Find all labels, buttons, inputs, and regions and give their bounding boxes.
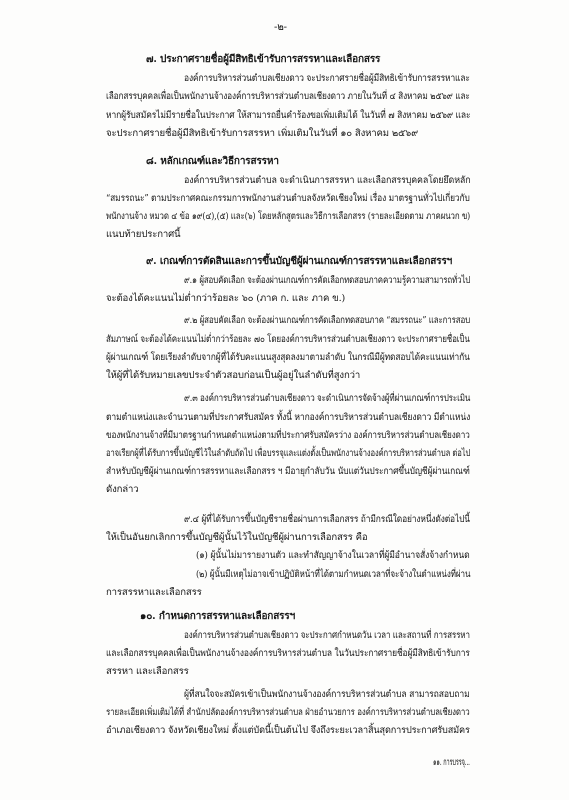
section-9-line-1: ๙.๑ ผู้สอบคัดเลือก จะต้องผ่านเกณฑ์การคัดเลือกทดสอบภาคความรู้ความสามารถทั่วไป [184,275,471,286]
section-9-line-12: ดังกล่าว [106,484,139,495]
section-9-line-3: ๙.๒ ผู้สอบคัดเลือก จะต้องผ่านเกณฑ์การคัดเลือกทดสอบภาค “สมรรถนะ” และการสอบ [184,315,471,326]
section-10-line-4: ผู้ที่สนใจจะสมัครเข้าเป็นพนักงานจ้างองค์การบริหารส่วนตำบล สามารถสอบถาม [184,689,470,700]
section-7-heading: ๗. ประกาศรายชื่อผู้มีสิทธิเข้ารับการสรรหาและเลือกสรร [146,54,381,65]
section-10-line-2: และเลือกสรรบุคคลเพื่อเป็นพนักงานจ้างองค์การบริหารส่วนตำบล ในวันประกาศรายชื่อผู้มีสิทธิเข้ารับการ [106,648,470,659]
section-9-line-9: ของพนักงานจ้างที่มีมาตรฐานกำหนดตำแหน่งตามที่ประกาศรับสมัครว่าง องค์การบริหารส่วนตำบลเชียงดาว [106,430,470,441]
section-10-line-1: องค์การบริหารส่วนตำบลเชียงดาว จะประกาศกำหนดวัน เวลา และสถานที่ การสรรหา [184,630,470,641]
section-7-line-4: จะประกาศรายชื่อผู้มีสิทธิเข้ารับการสรรหา เพิ่มเติมในวันที่ ๑๐ สิงหาคม ๒๕๖๙ [106,128,418,139]
section-9-line-7: ๙.๓ องค์การบริหารส่วนตำบลเชียงดาว จะดำเนินการจัดจ้างผู้ที่ผ่านเกณฑ์การประเมิน [184,393,471,404]
section-8-line-4: แนบท้ายประกาศนี้ [106,229,181,240]
section-10-line-5: รายละเอียดเพิ่มเติมได้ที่ สำนักปลัดองค์การบริหารส่วนตำบล ฝ่ายอำนวยการ องค์การบริหารส่วนตำบลเชียงดาว [106,707,470,718]
section-9-line-2: จะต้องได้คะแนนไม่ต่ำกว่าร้อยละ ๖๐ (ภาค ก. และ ภาค ข.) [106,293,346,304]
section-9-line-8: ตามตำแหน่งและจำนวนตามที่ประกาศรับสมัคร ทั้งนี้ หากองค์การบริหารส่วนตำบลเชียงดาว มีตำแหน่ง [106,412,471,423]
section-9-line-4: สัมภาษณ์ จะต้องได้คะแนนไม่ต่ำกว่าร้อยละ ๗๐ โดยองค์การบริหารส่วนตำบลเชียงดาว จะประกาศรายชื่อเป็น [106,334,470,345]
section-9-line-15: (๑) ผู้นั้นไม่มารายงานตัว และทำสัญญาจ้างในเวลาที่ผู้มีอำนาจสั่งจ้างกำหนด [196,550,470,561]
section-7-line-1: องค์การบริหารส่วนตำบลเชียงดาว จะประกาศรายชื่อผู้มีสิทธิเข้ารับการสรรหาและ [184,73,470,84]
section-9-line-5: ผู้ผ่านเกณฑ์ โดยเรียงลำดับจากผู้ที่ได้รับคะแนนสูงสุดลงมาตามลำดับ ในกรณีมีผู้ทดสอบได้คะแนนเท่ากัน [106,352,470,363]
section-7-line-2: เลือกสรรบุคคลเพื่อเป็นพนักงานจ้างองค์การบริหารส่วนตำบลเชียงดาว ภายในวันที่ ๔ สิงหาคม ๒๕๖๙ และ [106,91,470,102]
section-8-line-1: องค์การบริหารส่วนตำบล จะดำเนินการสรรหา และเลือกสรรบุคคลโดยยึดหลัก [184,175,471,186]
section-9-line-17: การสรรหาและเลือกสรร [106,587,202,598]
section-8-line-2: “สมรรถนะ” ตามประกาศคณะกรรมการพนักงานส่วนตำบลจังหวัดเชียงใหม่ เรื่อง มาตรฐานทั่วไปเกี่ยวกับ [106,193,470,204]
section-9-line-10: อาจเรียกผู้ที่ได้รับการขึ้นบัญชีไว้ในลำดับถัดไป เพื่อบรรจุและแต่งตั้งเป็นพนักงานจ้างองค์การบริหารส่วนตำบล ต่อไป [106,448,471,459]
section-10-line-3: สรรหา และเลือกสรร [106,666,189,677]
section-10-heading: ๑๐. กำหนดการสรรหาและเลือกสรรฯ [140,611,296,622]
section-9-heading: ๙. เกณฑ์การตัดสินและการขึ้นบัญชีผู้ผ่านเกณฑ์การสรรหาและเลือกสรรฯ [146,256,453,267]
section-9-line-11: สำหรับบัญชีผู้ผ่านเกณฑ์การสรรหาและเลือกสรร ฯ มีอายุกำลับวัน นับแต่วันประกาศขึ้นบัญชีผู้ผ่านเกณฑ์ [106,466,470,477]
footer-continuation: ๑๑. การบรรจุ... [433,757,470,768]
section-9-line-6: ให้ผู้ที่ได้รับหมายเลขประจำตัวสอบก่อนเป็นผู้อยู่ในลำดับที่สูงกว่า [106,370,361,381]
section-9-line-13: ๙.๔ ผู้ที่ได้รับการขึ้นบัญชีรายชื่อผ่านการเลือกสรร ถ้ามีกรณีใดอย่างหนึ่งดังต่อไปนี้ [184,514,470,525]
page-number: -๒- [274,22,287,33]
section-10-line-6: อำเภอเชียงดาว จังหวัดเชียงใหม่ ตั้งแต่บัดนี้เป็นต้นไป จึงถึงระยะเวลาสิ้นสุดการประกาศรับสมัคร [106,725,470,736]
section-7-line-3: หากผู้รับสมัครไม่มีรายชื่อในประกาศ ให้สามารถยื่นคำร้องขอเพิ่มเติมได้ ในวันที่ ๗ สิงหาคม ๒๕๖๙ และ [106,110,471,121]
section-8-heading: ๘. หลักเกณฑ์และวิธีการสรรหา [146,156,279,167]
section-9-line-14: ให้เป็นอันยกเลิกการขึ้นบัญชีผู้นั้นไว้ในบัญชีผู้ผ่านการเลือกสรร คือ [106,532,368,543]
section-8-line-3: พนักงานจ้าง หมวด ๔ ข้อ ๑๙(๔),(๕) และ(๖) โดยหลักสูตรและวิธีการเลือกสรร (รายละเอียดตาม ภาคผนวก ข) [106,211,471,222]
section-9-line-16: (๒) ผู้นั้นมีเหตุไม่อาจเข้าปฏิบัติหน้าที่ได้ตามกำหนดเวลาที่จะจ้างในตำแหน่งที่ผ่าน [196,569,471,580]
